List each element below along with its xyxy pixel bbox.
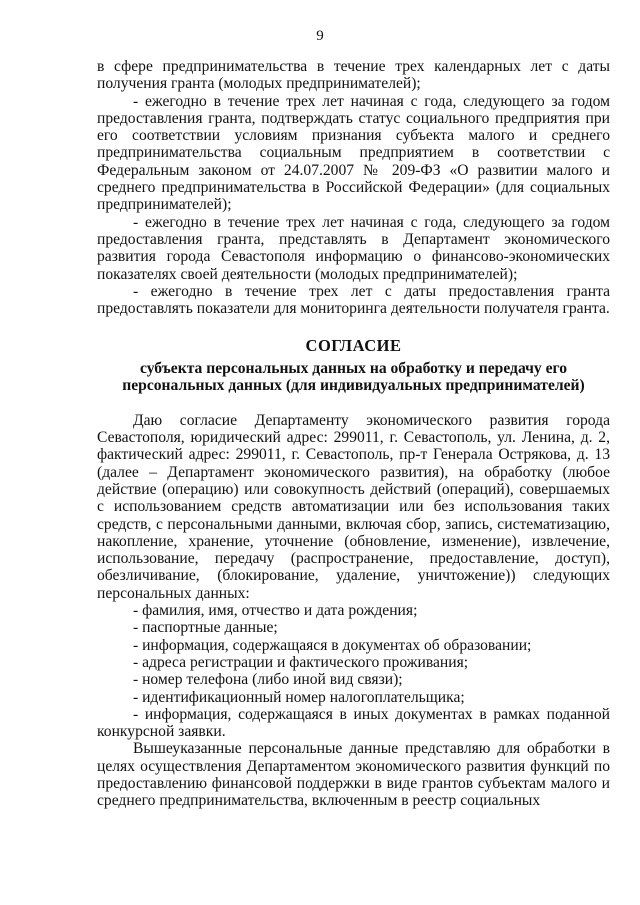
consent-title-block — [97, 337, 610, 394]
list-item: - паспортные данные; — [133, 619, 278, 637]
list-item: - информация, содержащаяся в иных документах в рамках поданной конкурсной заявки. — [97, 705, 610, 741]
consent-closing-paragraph: Вышеуказанные персональные данные представляю для обработки в целях осуществления Департаментом экономического развития функций по предоставлению финансовой поддержки в виде грантов субъектам малого и среднего предпринимательства, включенным в реестр социальных — [97, 740, 610, 810]
intro-paragraph: в сфере предпринимательства в течение трех календарных лет с даты получения гранта (молодых предпринимателей); — [97, 58, 610, 93]
consent-title: СОГЛАСИЕ — [305, 336, 402, 356]
page-number: 9 — [316, 28, 324, 44]
list-item: - адреса регистрации и фактического проживания; — [133, 653, 469, 671]
consent-main-paragraph: Даю согласие Департаменту экономического развития города Севастополя, юридический адрес: 299011, г. Севастополь, ул. Ленина, д. 2, фактический адрес: 299011, г. Севастополь, пр-т Генерала Острякова, д. 13 (далее – Департамент экономического развития), на обработку (любое действие (операцию) или совокупность действий (операций), совершаемых с использованием средств автоматизации или без использования таких средств, с персональными данными, включая сбор, запись, систематизацию, накопление, хранение, уточнение (обновление, изменение), извлечение, использование, передачу (распространение, предоставление, доступ), обезличивание, (блокирование, удаление, уничтожение)) следующих персональных данных: — [97, 411, 610, 602]
list-item: - информация, содержащаяся в документах об образовании; — [133, 636, 532, 654]
obligation-social-status: - ежегодно в течение трех лет начиная с года, следующего за годом предоставления гранта, подтверждать статус социального предприятия при его соответствии условиям признания субъекта малого и среднего предпринимательства социальным предприятием в соответствии с Федеральным законом от 24.07.2007 № 209-ФЗ «О развитии малого и среднего предпринимательства в Российской Федерации» (для социальных предпринимателей); — [97, 92, 610, 214]
personal-data-list — [97, 602, 610, 740]
obligation-financial-info: - ежегодно в течение трех лет начиная с года, следующего за годом предоставления гранта, представлять в Департамент экономического развития города Севастополя информацию о финансово-экономических показателях своей деятельности (молодых предпринимателей); — [97, 213, 610, 283]
document-body — [97, 58, 610, 810]
consent-subtitle: субъекта персональных данных на обработку и передачу его персональных данных (для индивидуальных предпринимателей) — [122, 359, 585, 395]
list-item: - номер телефона (либо иной вид связи); — [133, 671, 403, 689]
obligation-monitoring: - ежегодно в течение трех лет с даты предоставления гранта предоставлять показатели для мониторинга деятельности получателя гранта. — [97, 282, 610, 318]
list-item: - фамилия, имя, отчество и дата рождения; — [133, 602, 418, 620]
list-item: - идентификационный номер налогоплательщика; — [133, 688, 465, 706]
